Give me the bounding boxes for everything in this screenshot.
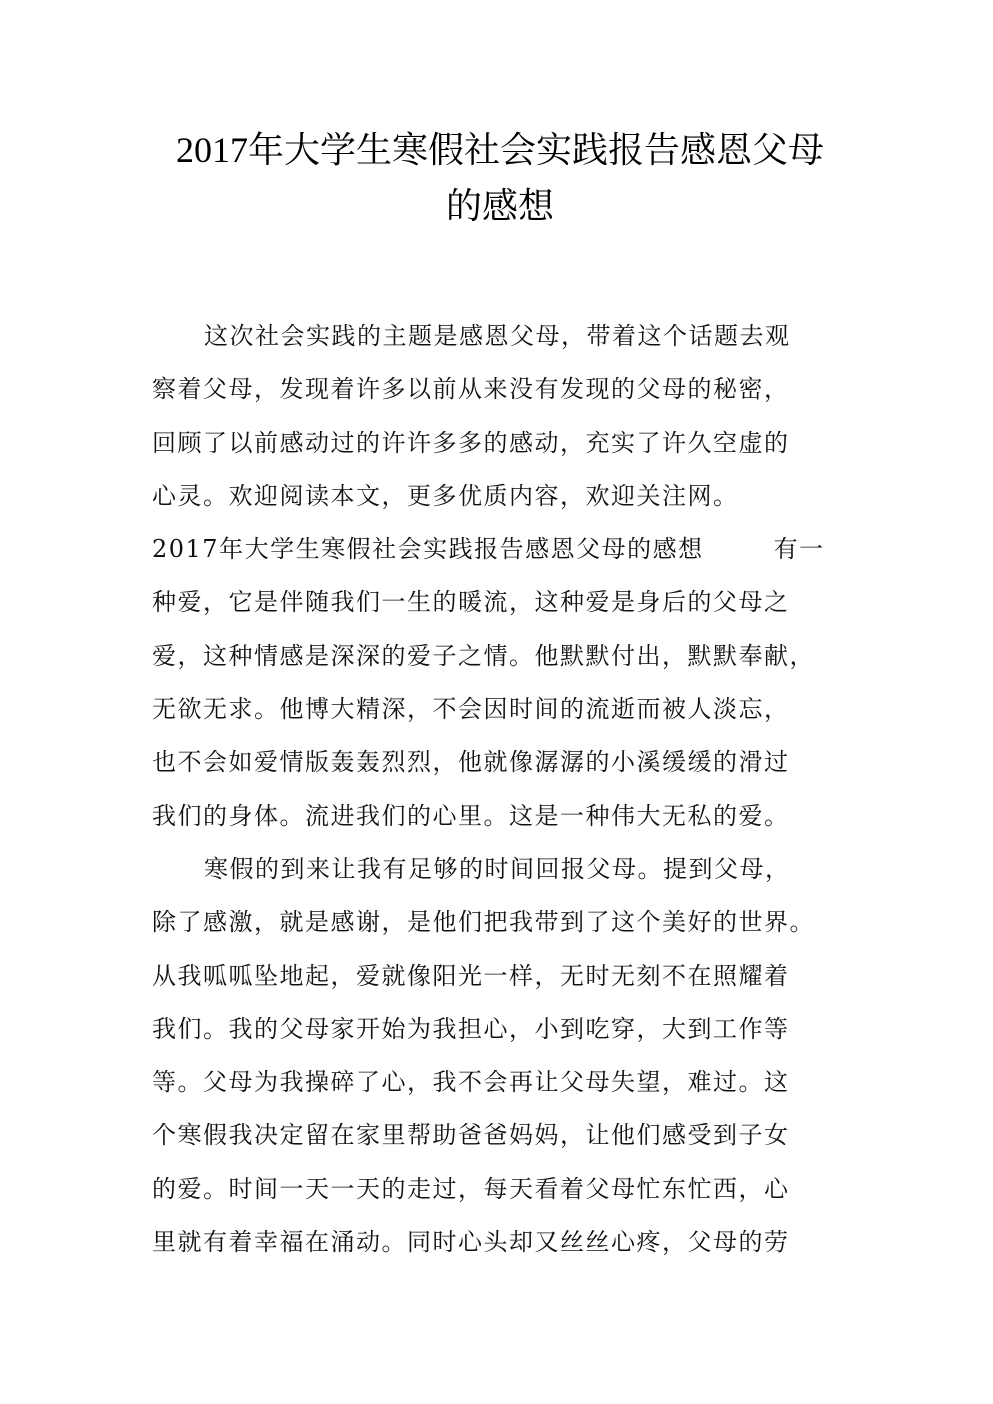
document-title	[150, 122, 850, 234]
text-line: 察着父母，发现着许多以前从来没有发现的父母的秘密，	[152, 375, 790, 404]
text-line: 里就有着幸福在涌动。同时心头却又丝丝心疼，父母的劳	[152, 1228, 790, 1257]
text-line: 个寒假我决定留在家里帮助爸爸妈妈，让他们感受到子女	[152, 1121, 790, 1150]
text-line: 等。父母为我操碎了心，我不会再让父母失望，难过。这	[152, 1068, 790, 1097]
repeated-title-text: 2017年大学生寒假社会实践报告感恩父母的感想	[152, 535, 704, 564]
paragraph-intro	[152, 314, 852, 527]
text-line: 从我呱呱坠地起，爱就像阳光一样，无时无刻不在照耀着	[152, 961, 790, 990]
title-line-1: 2017年大学生寒假社会实践报告感恩父母	[175, 130, 824, 170]
text-fragment: 有一	[773, 535, 825, 564]
text-line: 回顾了以前感动过的许许多多的感动，充实了许久空虚的	[152, 428, 790, 457]
text-line: 爱，这种情感是深深的爱子之情。他默默付出，默默奉献，	[152, 641, 815, 670]
text-line: 种爱，它是伴随我们一生的暖流，这种爱是身后的父母之	[152, 588, 790, 617]
text-line: 心灵。欢迎阅读本文，更多优质内容，欢迎关注网。	[152, 481, 739, 510]
paragraph-winter-break	[152, 847, 852, 1273]
title-line-2: 的感想	[445, 186, 554, 226]
text-line: 寒假的到来让我有足够的时间回报父母。提到父母，	[204, 854, 791, 883]
text-line: 的爱。时间一天一天的走过，每天看着父母忙东忙西，心	[152, 1174, 790, 1203]
text-line: 除了感激，就是感谢，是他们把我带到了这个美好的世界。	[152, 908, 815, 937]
text-line: 我们。我的父母家开始为我担心，小到吃穿，大到工作等	[152, 1014, 790, 1043]
text-line	[152, 527, 852, 580]
text-line: 这次社会实践的主题是感恩父母，带着这个话题去观	[204, 322, 791, 350]
text-line: 也不会如爱情版轰轰烈烈，他就像潺潺的小溪缓缓的滑过	[152, 748, 790, 777]
document-body	[152, 314, 852, 1273]
paragraph-love	[152, 527, 852, 847]
text-line: 无欲无求。他博大精深，不会因时间的流逝而被人淡忘，	[152, 695, 790, 724]
text-line: 我们的身体。流进我们的心里。这是一种伟大无私的爱。	[152, 801, 790, 830]
